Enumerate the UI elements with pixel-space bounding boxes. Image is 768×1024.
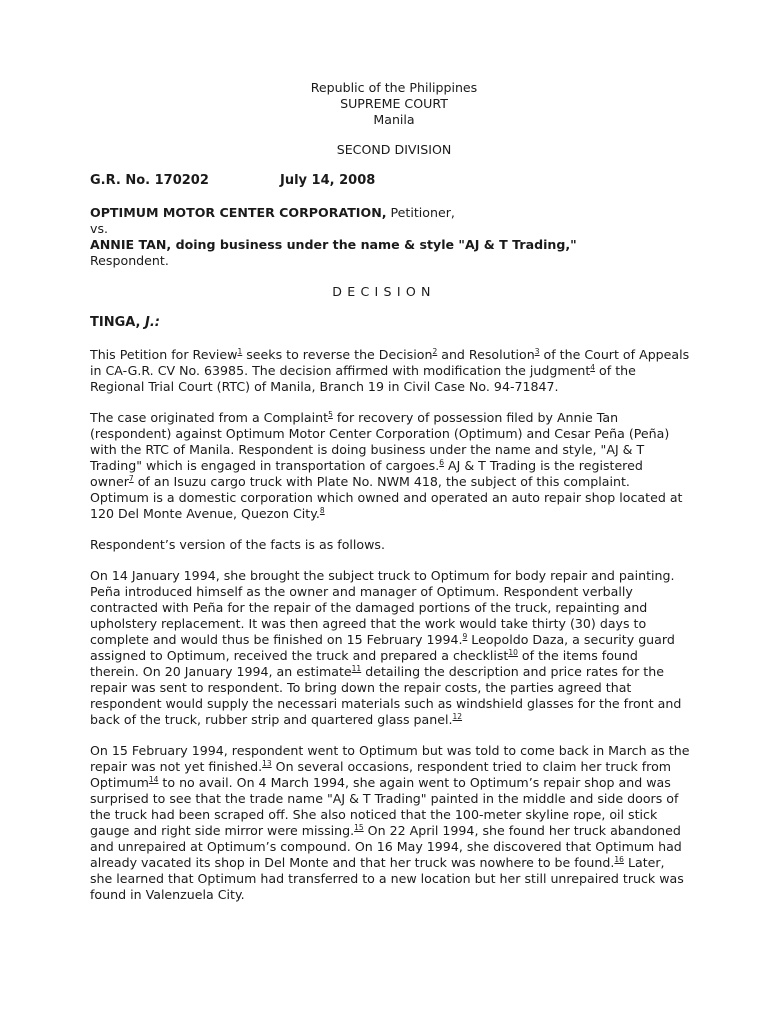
text-run: of an Isuzu cargo truck with Plate No. NWM 418, the subject of this complaint. Optimum is a domestic corporation which owned and operated an auto repair shop located at 120 Del Monte Avenue, Quezon City. xyxy=(90,474,683,521)
footnote-link[interactable]: 13 xyxy=(262,759,272,768)
text-run: On 14 January 1994, she brought the subject truck to Optimum for body repair and painting. Peña introduced himself as the owner and manager of Optimum. Respondent verbally contracted with Peña for the repair of the damaged portions of the truck, repainting and upholstery replacement. It was then agreed that the work would take thirty (30) days to complete and would thus be finished on 15 February 1994. xyxy=(90,568,675,647)
text-run: of the items found therein. On 20 January 1994, an estimate xyxy=(90,648,638,679)
respondent-role: Respondent. xyxy=(90,253,169,268)
text-run: for recovery of possession filed by Annie Tan (respondent) against Optimum Motor Center Corporation (Optimum) and Cesar Peña (Peña) with the RTC of Manila. Respondent is doing business under the name and style, "AJ & T Trading" which is engaged in transportation of cargoes. xyxy=(90,410,670,473)
text-run: seeks to reverse the Decision xyxy=(242,347,433,362)
ponente-name: TINGA, xyxy=(90,315,141,330)
versus: vs. xyxy=(90,221,109,236)
footnote-link[interactable]: 10 xyxy=(508,648,518,657)
paragraph-4 xyxy=(90,568,690,728)
respondent-name: ANNIE TAN, doing business under the name & style "AJ & T Trading," xyxy=(90,237,577,252)
footnote-link[interactable]: 2 xyxy=(432,347,438,356)
footnote-link[interactable]: 16 xyxy=(614,855,624,864)
footnote-link[interactable]: 8 xyxy=(319,506,325,515)
text-run: Later, she learned that Optimum had transferred to a new location but her still unrepaired truck was found in Valenzuela City. xyxy=(90,855,684,902)
footnote-link[interactable]: 5 xyxy=(328,410,333,419)
ponente xyxy=(90,315,160,331)
footnote-link[interactable]: 15 xyxy=(354,823,364,832)
footnote-link[interactable]: 4 xyxy=(590,363,596,372)
paragraph-2 xyxy=(90,410,690,522)
footnote-link[interactable]: 14 xyxy=(148,775,159,784)
text-run: Leopoldo Daza, a security guard assigned to Optimum, received the truck and prepared a checklist xyxy=(90,632,675,663)
paragraph-5 xyxy=(90,743,690,903)
footnote-link[interactable]: 1 xyxy=(237,347,243,356)
decision-title: DECISION xyxy=(332,284,436,299)
footnote-link[interactable]: 12 xyxy=(452,712,463,721)
court-header xyxy=(0,80,768,128)
footnote-link[interactable]: 11 xyxy=(351,664,362,673)
text-run: This Petition for Review xyxy=(90,347,238,362)
text-run: detailing the description and price rates for the repair was sent to respondent. To bring down the repair costs, the parties agreed that respondent would supply the necessari materials such as windshield glasses for the front and back of the truck, rubber strip and quartered glass panel. xyxy=(90,664,682,727)
court-name: SUPREME COURT xyxy=(340,96,448,111)
text-run: On several occasions, respondent tried to claim her truck from Optimum xyxy=(90,759,672,790)
gr-number: G.R. No. 170202 xyxy=(90,173,209,188)
decision-date: July 14, 2008 xyxy=(280,173,376,188)
division-heading: SECOND DIVISION xyxy=(336,142,452,157)
footnote-link[interactable]: 7 xyxy=(128,474,134,483)
text-run: and Resolution xyxy=(437,347,535,362)
text-run: On 22 April 1994, she found her truck abandoned and unrepaired at Optimum’s compound. On 16 May 1994, she discovered that Optimum had already vacated its shop in Del Monte and that her truck was nowhere to be found. xyxy=(90,823,682,870)
text-run: The case originated from a Complaint xyxy=(90,410,329,425)
case-line xyxy=(90,173,376,189)
court-city: Manila xyxy=(373,112,415,127)
text-run: of the Regional Trial Court (RTC) of Manila, Branch 19 in Civil Case No. 94-71847. xyxy=(90,363,636,394)
footnote-link[interactable]: 6 xyxy=(439,458,444,467)
case-caption xyxy=(90,205,690,269)
republic-line: Republic of the Philippines xyxy=(310,80,478,95)
text-run: to no avail. On 4 March 1994, she again went to Optimum’s repair shop and was surprised to see that the trade name "AJ & T Trading" painted in the middle and side doors of the truck had been scraped off. She also noticed that the 100-meter skyline rope, oil stick gauge and right side mirror were missing. xyxy=(90,775,679,838)
ponente-suffix: J.: xyxy=(145,315,161,330)
petitioner-name: OPTIMUM MOTOR CENTER CORPORATION, xyxy=(90,205,387,220)
text-run: On 15 February 1994, respondent went to Optimum but was told to come back in March as the repair was not yet finished. xyxy=(90,743,690,774)
paragraph-3: Respondent’s version of the facts is as follows. xyxy=(90,537,385,552)
text-run: AJ & T Trading is the registered owner xyxy=(90,458,643,489)
footnote-link[interactable]: 3 xyxy=(534,347,540,356)
petitioner-role: Petitioner, xyxy=(386,205,455,220)
decision-body xyxy=(90,347,690,918)
footnote-link[interactable]: 9 xyxy=(462,632,468,641)
paragraph-1 xyxy=(90,347,690,395)
text-run: of the Court of Appeals in CA-G.R. CV No. 63985. The decision affirmed with modification the judgment xyxy=(90,347,690,378)
